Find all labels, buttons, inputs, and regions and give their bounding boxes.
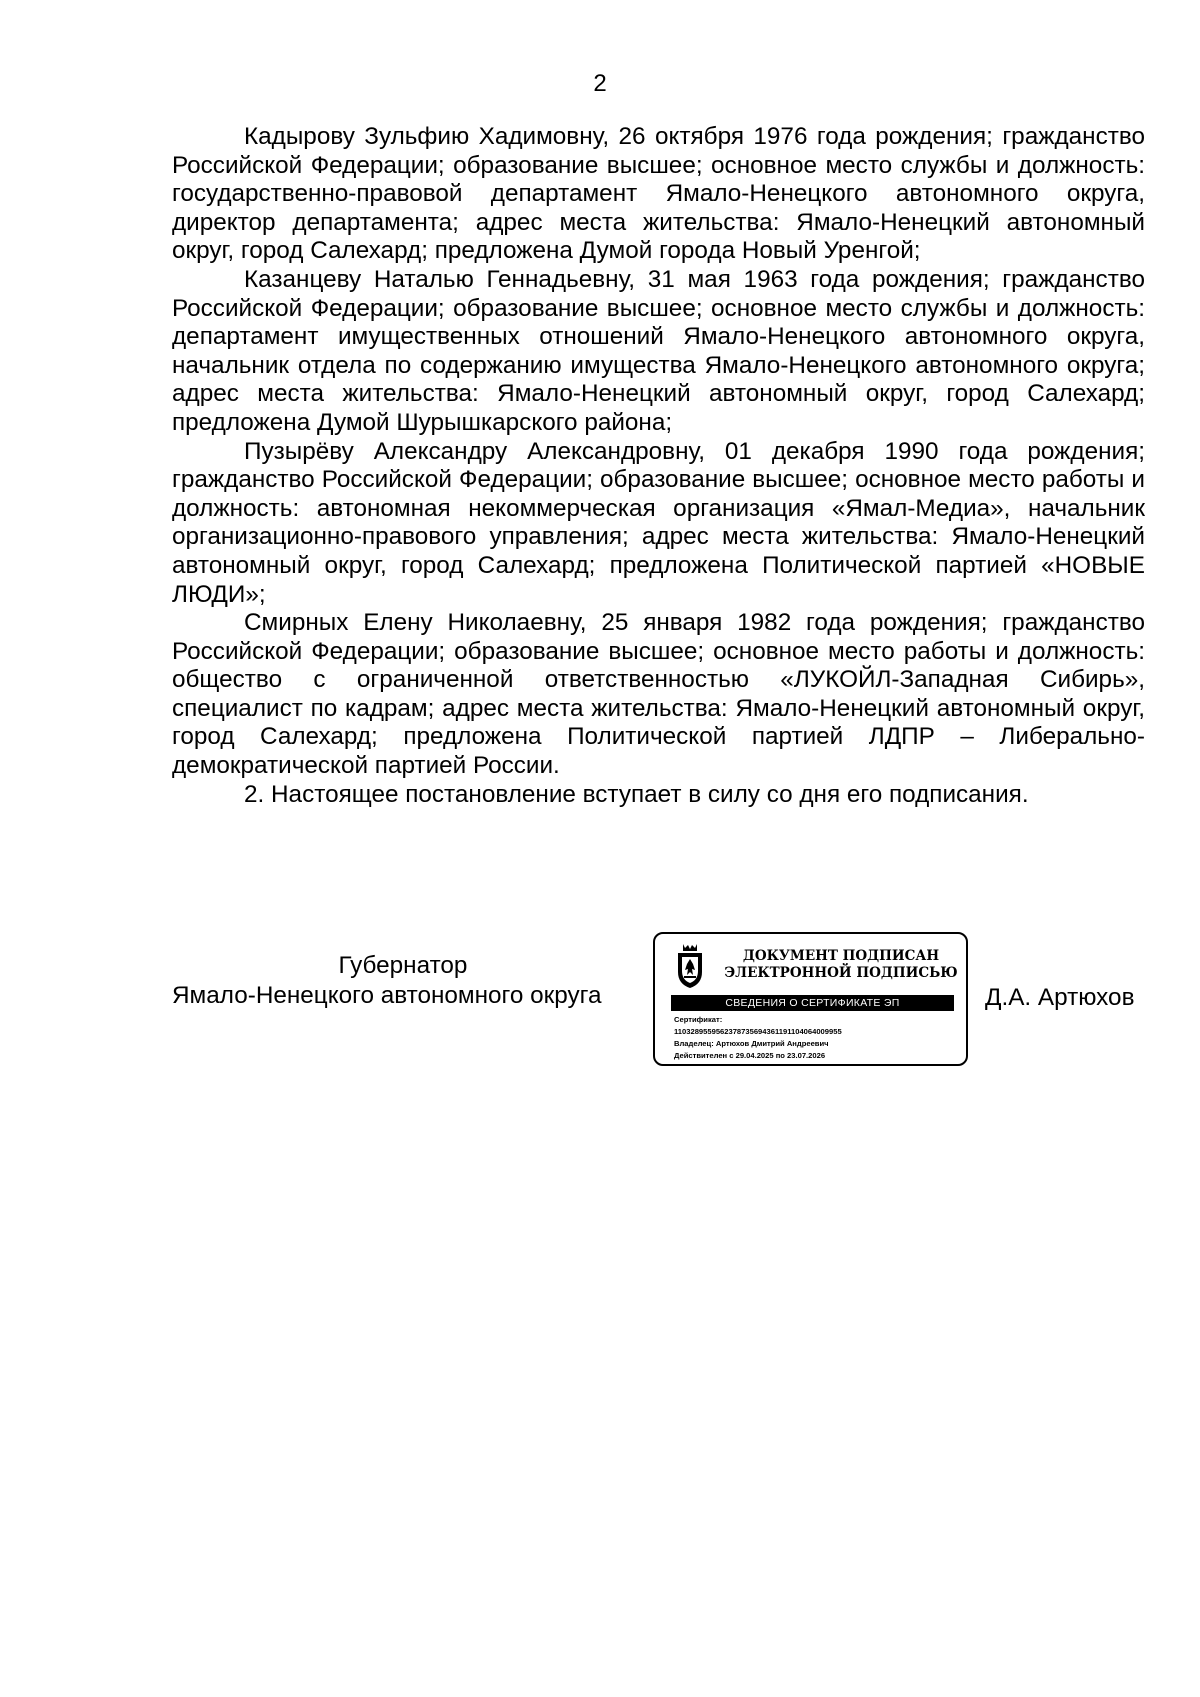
paragraph-kadyrova: Кадырову Зульфию Хадимовну, 26 октября 1976 года рождения; гражданство Российской Федерации; образование высшее; основное место службы и должность: государственно-правовой департамент Ямало-Ненецкого автономного округа, директор департамента; адрес места жительства: Ямало-Ненецкий автономный округ, город Салехард; предложена Думой города Новый Уренгой; [172, 123, 1145, 265]
paragraph-puzyreva: Пузырёву Александру Александровну, 01 декабря 1990 года рождения; гражданство Российской Федерации; образование высшее; основное место работы и должность: автономная некоммерческая организация «Ямал-Медиа», начальник организационно-правового управления; адрес места жительства: Ямало-Ненецкий автономный округ, город Салехард; предложена Политической партией «НОВЫЕ ЛЮДИ»; [172, 437, 1145, 608]
signatory-name: Д.А. Артюхов [985, 984, 1135, 1011]
signatory-position: Губернатор [338, 952, 468, 979]
certificate-details [674, 1014, 964, 1062]
electronic-signature-stamp [653, 932, 968, 1066]
stamp-heading [721, 948, 961, 982]
coat-of-arms-icon [673, 942, 707, 990]
paragraph-kazantseva: Казанцеву Наталью Геннадьевну, 31 мая 1963 года рождения; гражданство Российской Федерации; образование высшее; основное место службы и должность: департамент имущественных отношений Ямало-Ненецкого автономного округа, начальник отдела по содержанию имущества Ямало-Ненецкого автономного округа; адрес места жительства: Ямало-Ненецкий автономный округ, город Салехард; предложена Думой Шурышкарского района; [172, 265, 1145, 436]
document-body [172, 123, 1145, 809]
stamp-heading-line1: ДОКУМЕНТ ПОДПИСАН [742, 948, 940, 964]
stamp-heading-line2: ЭЛЕКТРОННОЙ ПОДПИСЬЮ [724, 965, 958, 981]
paragraph-effective-date: 2. Настоящее постановление вступает в силу со дня его подписания. [244, 780, 1029, 808]
certificate-owner: Владелец: Артюхов Дмитрий Андреевич [674, 1039, 829, 1048]
signatory-region: Ямало-Ненецкого автономного округа [172, 982, 602, 1009]
signatory-title [172, 951, 642, 1011]
certificate-number: 1103289559562378735694361191104064009955 [674, 1027, 842, 1036]
certificate-info-bar: СВЕДЕНИЯ О СЕРТИФИКАТЕ ЭП [671, 995, 954, 1011]
paragraph-smirnykh: Смирных Елену Николаевну, 25 января 1982 года рождения; гражданство Российской Федерации; образование высшее; основное место работы и должность: общество с ограниченной ответственностью «ЛУКОЙЛ-Западная Сибирь», специалист по кадрам; адрес места жительства: Ямало-Ненецкий автономный округ, город Салехард; предложена Политической партией ЛДПР – Либерально-демократической партией России. [172, 609, 1145, 780]
certificate-validity: Действителен с 29.04.2025 по 23.07.2026 [674, 1051, 826, 1060]
certificate-label: Сертификат: [674, 1015, 723, 1024]
page-number: 2 [593, 70, 607, 97]
